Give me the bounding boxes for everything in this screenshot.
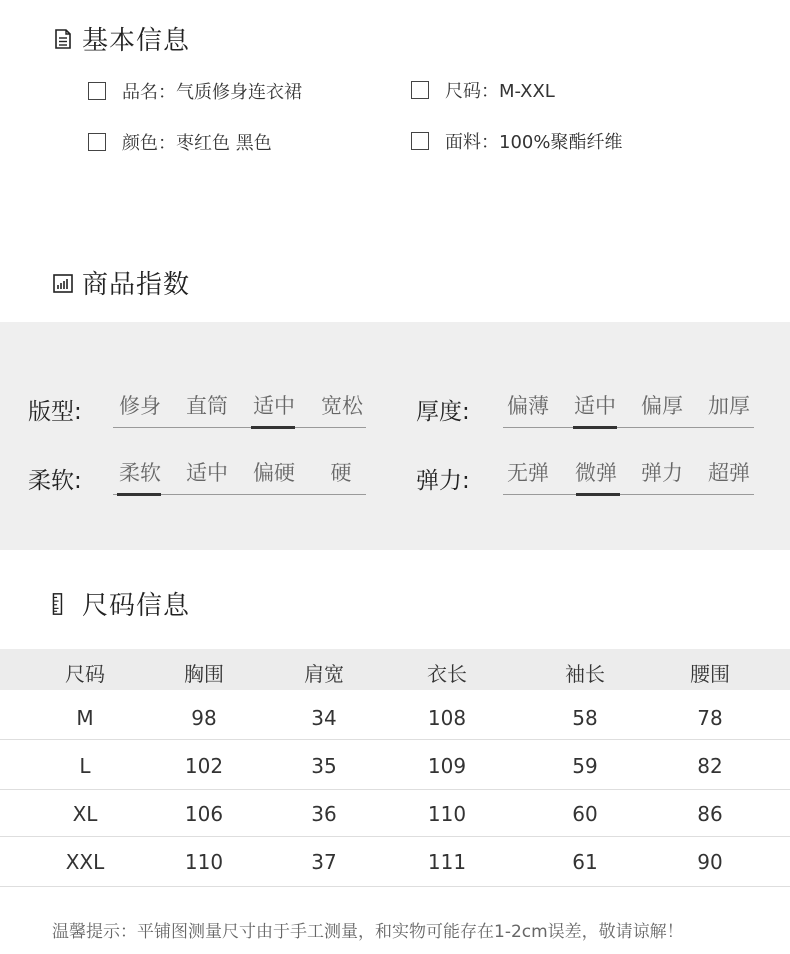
info-item-label: 品名：气质修身连衣裙	[122, 82, 302, 103]
info-item-size	[411, 77, 555, 103]
ruler-icon	[52, 588, 68, 620]
basic-info-title-text: 基本信息	[82, 26, 191, 56]
info-item-label: 颜色：枣红色 黑色	[122, 133, 272, 154]
index-selected-marker	[117, 493, 161, 496]
checkbox-icon	[411, 132, 429, 150]
table-header-cell: 尺码	[65, 662, 105, 686]
table-cell: 108	[427, 706, 467, 730]
table-row-divider	[0, 739, 790, 740]
table-cell: 78	[697, 706, 723, 730]
index-option: 偏厚	[641, 394, 683, 418]
index-option: 适中	[186, 461, 228, 485]
measurement-tip: 温馨提示：平铺图测量尺寸由于手工测量，和实物可能存在1-2cm误差，敬请谅解！	[52, 922, 684, 942]
index-option: 适中	[574, 394, 616, 418]
table-cell: 106	[184, 802, 224, 826]
info-item-color	[88, 129, 272, 155]
index-option: 硬	[330, 461, 352, 485]
table-cell: 36	[311, 802, 337, 826]
table-header-cell: 肩宽	[304, 662, 344, 686]
index-option: 适中	[253, 394, 295, 418]
index-scale-elasticity	[503, 457, 754, 495]
table-cell: 111	[427, 850, 467, 874]
basic-info-title	[52, 20, 190, 57]
index-band	[0, 322, 790, 550]
index-selected-marker	[573, 426, 617, 429]
info-item-name	[88, 78, 302, 104]
table-row-divider	[0, 836, 790, 837]
index-label-softness: 柔软:	[28, 468, 82, 494]
index-title	[52, 264, 190, 301]
index-option: 加厚	[708, 394, 750, 418]
size-info-title-text: 尺码信息	[82, 591, 191, 621]
index-option: 微弹	[575, 461, 617, 485]
index-scale-thickness	[503, 390, 754, 428]
index-option: 偏硬	[253, 461, 295, 485]
index-option: 宽松	[321, 394, 363, 418]
table-cell: 98	[191, 706, 217, 730]
index-title-text: 商品指数	[82, 270, 191, 300]
table-cell: 110	[427, 802, 467, 826]
table-cell: 82	[697, 754, 723, 778]
checkbox-icon	[88, 82, 106, 100]
index-scale-fit	[113, 390, 366, 428]
document-icon	[52, 28, 74, 50]
table-row-divider	[0, 789, 790, 790]
table-cell: 109	[427, 754, 467, 778]
table-cell: 61	[572, 850, 598, 874]
index-option: 柔软	[119, 461, 161, 485]
index-option: 超弹	[708, 461, 750, 485]
table-cell: 59	[572, 754, 598, 778]
size-info-title	[52, 585, 190, 622]
index-selected-marker	[576, 493, 620, 496]
table-cell: M	[76, 706, 94, 730]
index-option: 无弹	[507, 461, 549, 485]
table-row-divider	[0, 886, 790, 887]
checkbox-icon	[411, 81, 429, 99]
index-option: 直筒	[186, 394, 228, 418]
index-scale-softness	[113, 457, 366, 495]
index-option: 偏薄	[507, 394, 549, 418]
table-cell: XL	[72, 802, 98, 826]
index-label-fit: 版型:	[28, 399, 82, 425]
bar-chart-icon	[52, 272, 74, 294]
table-cell: 58	[572, 706, 598, 730]
table-cell: XXL	[65, 850, 105, 874]
table-cell: 35	[311, 754, 337, 778]
table-cell: 90	[697, 850, 723, 874]
info-item-label: 尺码：M-XXL	[445, 81, 555, 102]
index-selected-marker	[251, 426, 295, 429]
checkbox-icon	[88, 133, 106, 151]
table-cell: 37	[311, 850, 337, 874]
table-header-cell: 胸围	[184, 662, 224, 686]
info-item-label: 面料：100%聚酯纤维	[445, 132, 623, 153]
table-header-cell: 衣长	[427, 662, 467, 686]
table-cell: 34	[311, 706, 337, 730]
table-cell: L	[79, 754, 91, 778]
index-label-elasticity: 弹力:	[416, 468, 470, 494]
table-header-cell: 袖长	[565, 662, 605, 686]
table-cell: 60	[572, 802, 598, 826]
index-label-thickness: 厚度:	[416, 399, 470, 425]
index-option: 弹力	[641, 461, 683, 485]
table-cell: 110	[184, 850, 224, 874]
table-cell: 86	[697, 802, 723, 826]
table-cell: 102	[184, 754, 224, 778]
info-item-fabric	[411, 128, 622, 154]
index-option: 修身	[119, 394, 161, 418]
table-header-cell: 腰围	[690, 662, 730, 686]
